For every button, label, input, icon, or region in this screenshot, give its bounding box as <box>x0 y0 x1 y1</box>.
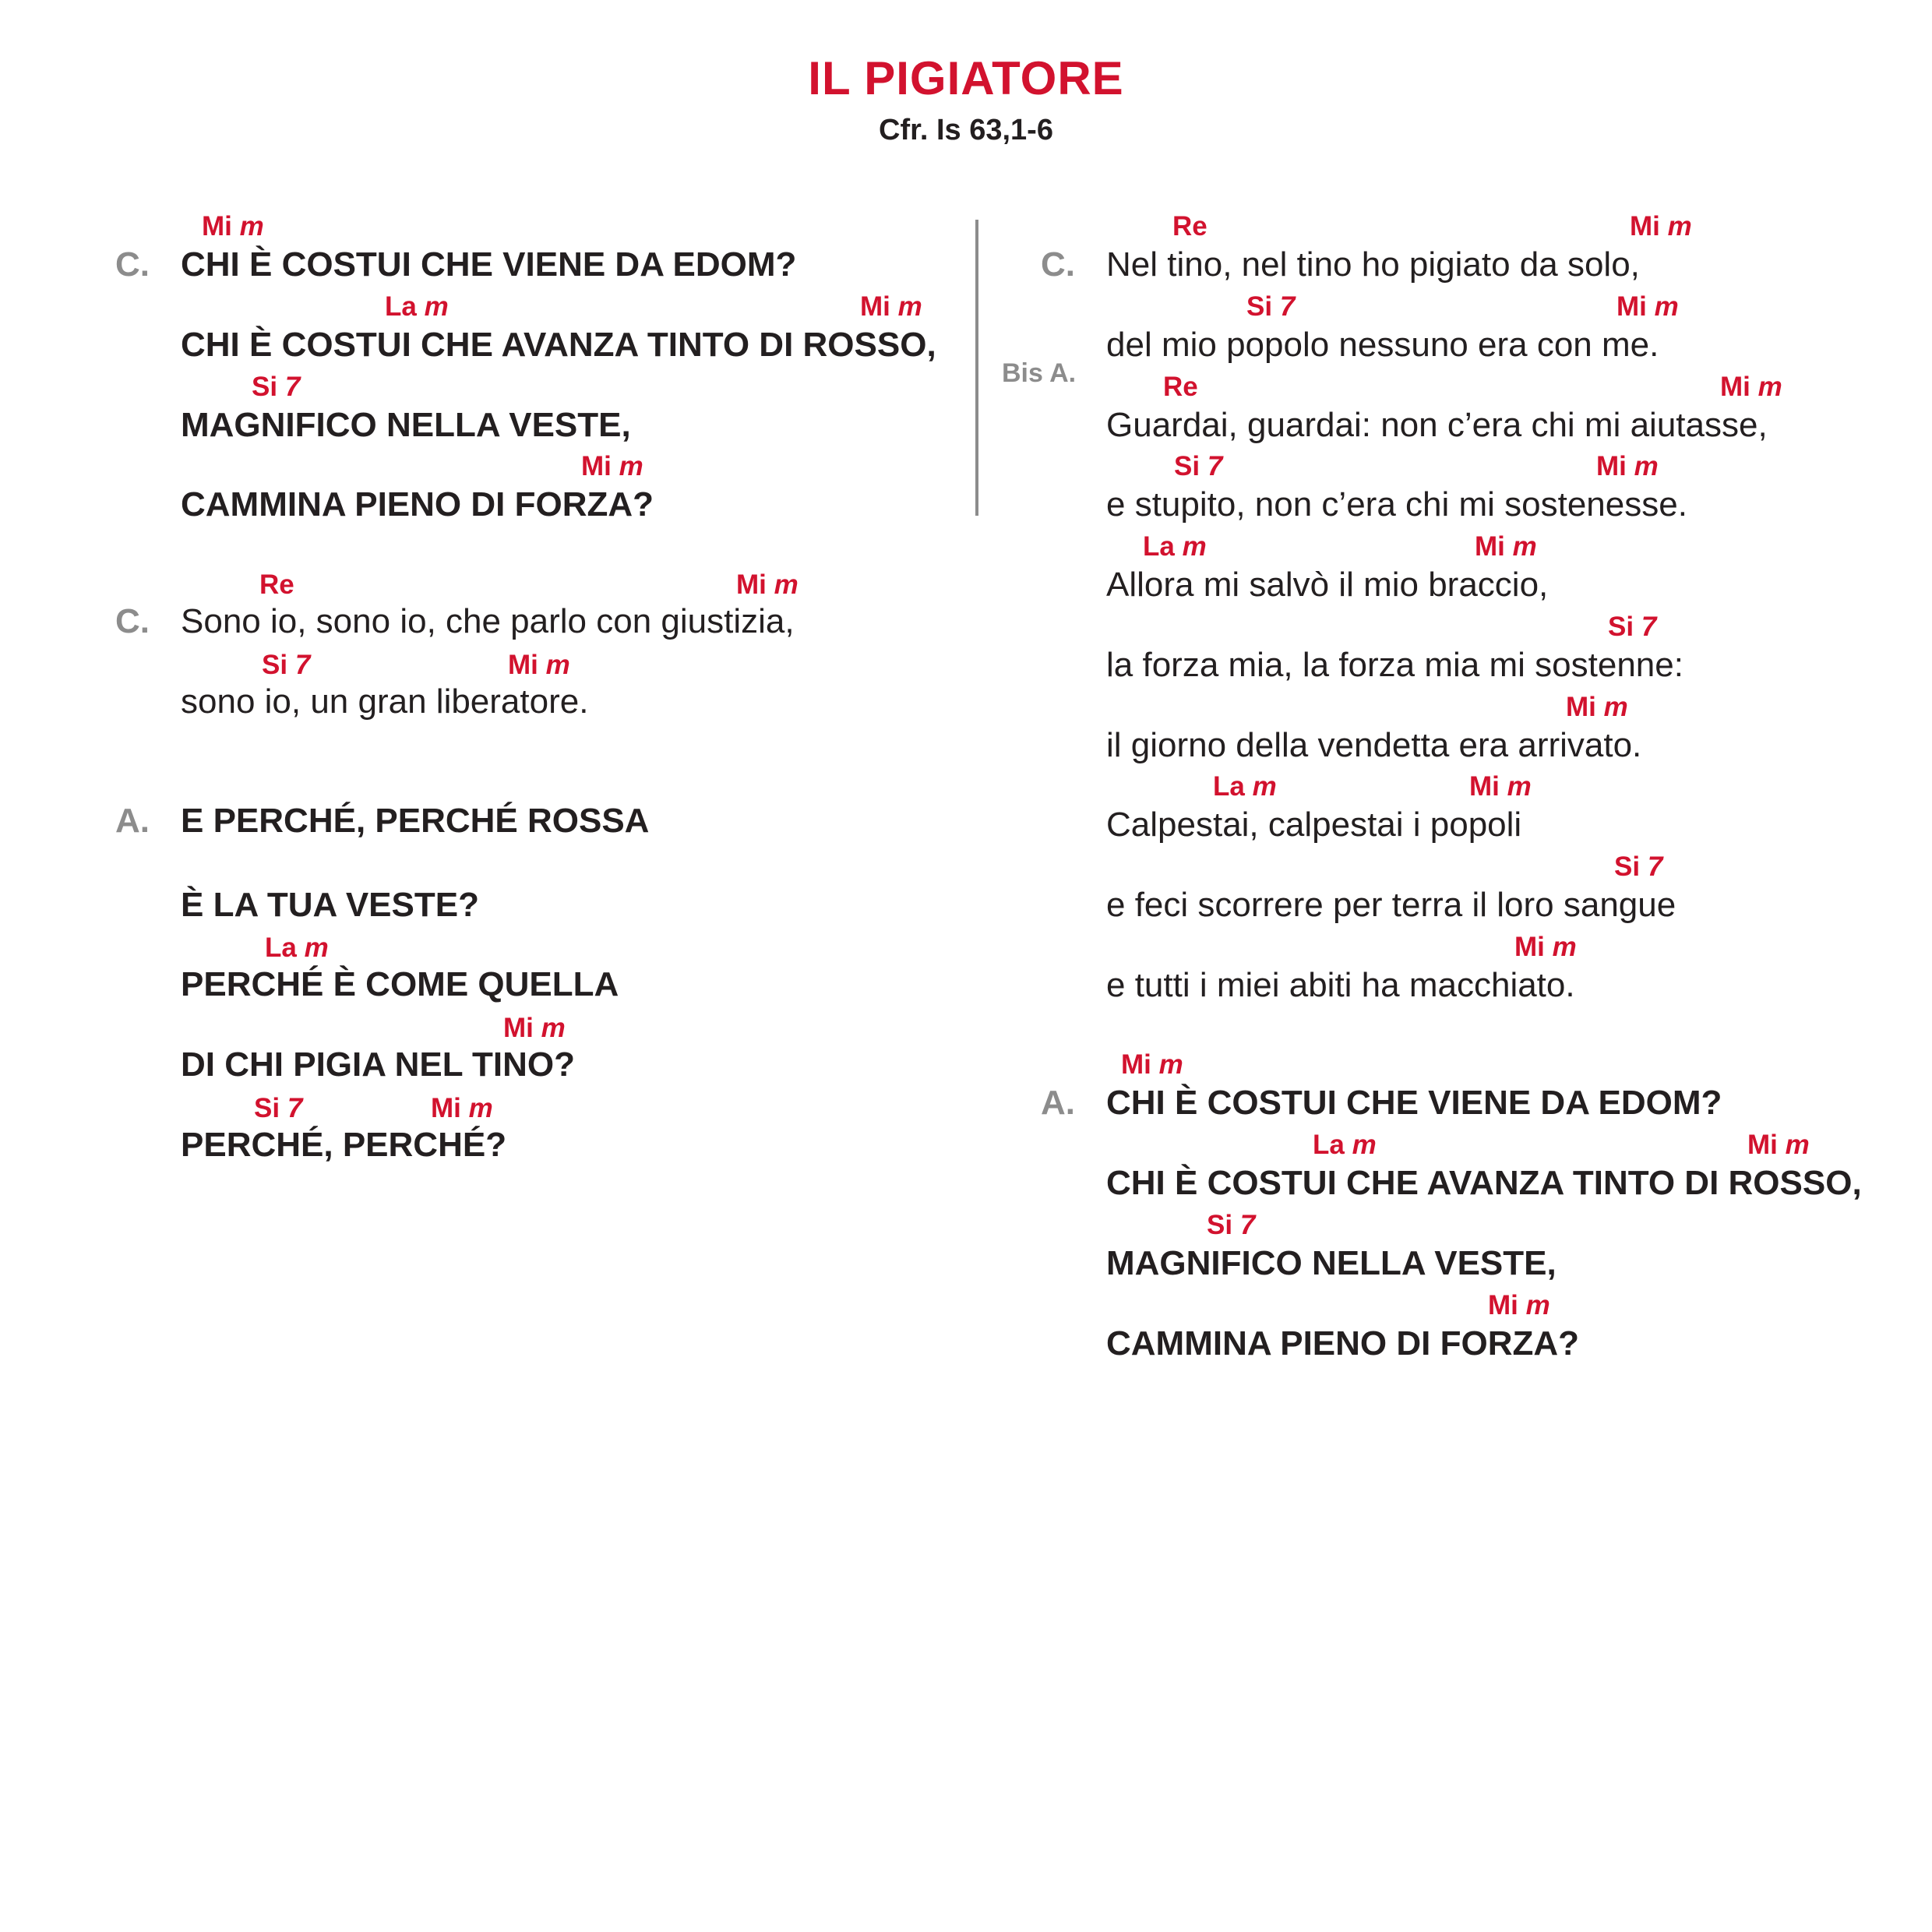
chord: Mi m <box>1514 932 1577 962</box>
lyric-line: e tutti i miei abiti ha macchiato. <box>1106 966 1575 1004</box>
lyric-line: PERCHÉ, PERCHÉ? <box>181 1126 507 1164</box>
chord: Re <box>259 569 294 600</box>
chord: Re <box>1172 211 1208 242</box>
lyric-line: E PERCHÉ, PERCHÉ ROSSA <box>181 802 650 840</box>
chord: Mi m <box>1630 211 1692 242</box>
chord: Mi m <box>202 211 264 242</box>
chord: Mi m <box>1566 692 1628 722</box>
chord: Si 7 <box>252 372 301 402</box>
chord: Mi m <box>1747 1130 1810 1160</box>
lyric-line: sono io, un gran liberatore. <box>181 682 589 721</box>
chord: Si 7 <box>1246 291 1296 322</box>
lyric-line: e feci scorrere per terra il loro sangue <box>1106 886 1676 924</box>
lyric-line: MAGNIFICO NELLA VESTE, <box>181 406 631 444</box>
chord: Mi m <box>1488 1290 1550 1320</box>
chord: Mi m <box>508 650 570 680</box>
lyric-line: CHI È COSTUI CHE VIENE DA EDOM? <box>1106 1084 1722 1122</box>
chord: Si 7 <box>1608 612 1657 642</box>
part-label-assembly: A. <box>115 802 150 840</box>
chord: La m <box>265 933 329 963</box>
lyric-line: CHI È COSTUI CHE AVANZA TINTO DI ROSSO, <box>1106 1164 1862 1202</box>
chord: La m <box>1143 531 1207 562</box>
chord: Mi m <box>1720 372 1782 402</box>
chord: Mi m <box>581 451 643 481</box>
lyric-line: Nel tino, nel tino ho pigiato da solo, <box>1106 245 1640 284</box>
lyric-line: Sono io, sono io, che parlo con giustizia, <box>181 602 795 640</box>
chord: Mi m <box>1121 1049 1183 1080</box>
lyric-line: DI CHI PIGIA NEL TINO? <box>181 1045 576 1084</box>
chord: Mi m <box>1475 531 1537 562</box>
part-label-bis-assembly: Bis A. <box>1002 358 1077 388</box>
lyric-line: del mio popolo nessuno era con me. <box>1106 326 1659 364</box>
lyric-line: Guardai, guardai: non c’era chi mi aiutasse, <box>1106 406 1768 444</box>
lyric-line: la forza mia, la forza mia mi sostenne: <box>1106 646 1683 684</box>
lyric-line: CHI È COSTUI CHE VIENE DA EDOM? <box>181 245 797 284</box>
chord: Si 7 <box>1207 1210 1256 1240</box>
column-divider <box>975 220 978 516</box>
part-label-cantor: C. <box>115 245 150 284</box>
lyric-line: CAMMINA PIENO DI FORZA? <box>181 485 654 524</box>
part-label-cantor: C. <box>115 602 150 640</box>
chord: Si 7 <box>1174 451 1223 481</box>
chord: La m <box>385 291 449 322</box>
lyric-line: È LA TUA VESTE? <box>181 886 479 924</box>
chord: Si 7 <box>262 650 311 680</box>
chord: Si 7 <box>254 1093 303 1123</box>
song-title: IL PIGIATORE <box>808 52 1124 104</box>
lyric-line: il giorno della vendetta era arrivato. <box>1106 726 1642 764</box>
chord: La m <box>1213 771 1277 802</box>
scripture-reference: Cfr. Is 63,1-6 <box>879 114 1053 146</box>
part-label-assembly: A. <box>1041 1084 1075 1122</box>
lyric-line: Allora mi salvò il mio braccio, <box>1106 566 1549 604</box>
chord: Mi m <box>860 291 922 322</box>
chord: Mi m <box>1469 771 1532 802</box>
chord: Mi m <box>503 1013 566 1043</box>
lyric-line: e stupito, non c’era chi mi sostenesse. <box>1106 485 1687 524</box>
lyric-line: CHI È COSTUI CHE AVANZA TINTO DI ROSSO, <box>181 326 936 364</box>
lyric-line: PERCHÉ È COME QUELLA <box>181 965 619 1003</box>
chord: La m <box>1313 1130 1377 1160</box>
lyric-line: CAMMINA PIENO DI FORZA? <box>1106 1324 1579 1363</box>
chord: Mi m <box>431 1093 493 1123</box>
chord: Mi m <box>1616 291 1679 322</box>
lyric-line: Calpestai, calpestai i popoli <box>1106 806 1522 844</box>
part-label-cantor: C. <box>1041 245 1075 284</box>
chord: Si 7 <box>1614 851 1663 882</box>
chord: Mi m <box>1596 451 1659 481</box>
lyric-line: MAGNIFICO NELLA VESTE, <box>1106 1244 1557 1282</box>
chord: Mi m <box>736 569 799 600</box>
chord: Re <box>1163 372 1198 402</box>
